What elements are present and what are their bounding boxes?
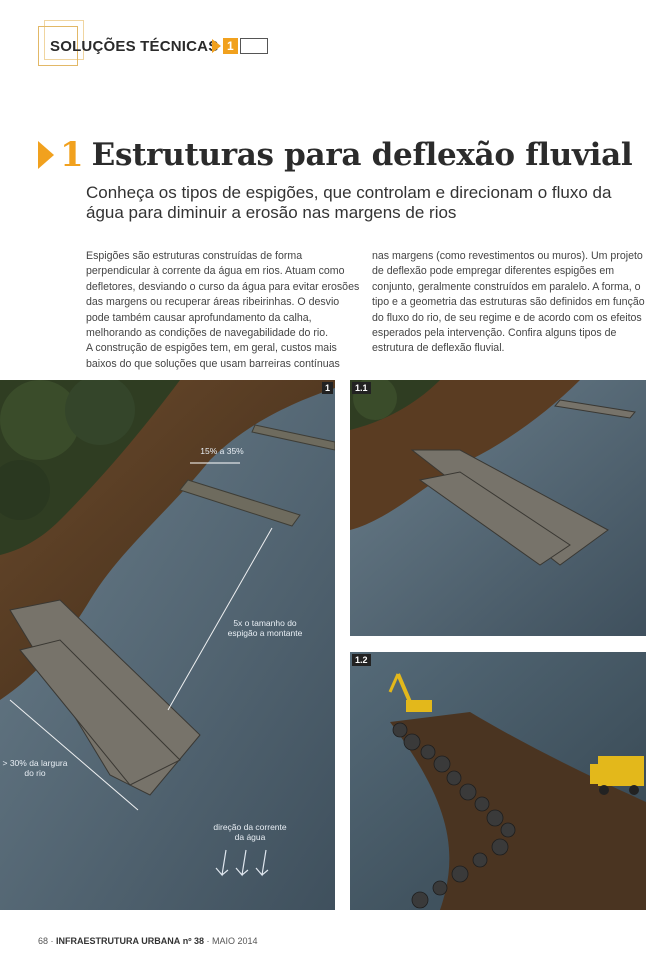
annotation-spacing: 5x o tamanho do espigão a montante xyxy=(227,618,303,638)
article-title xyxy=(38,135,632,175)
figure-main-illustration xyxy=(0,380,335,910)
figure-tag: 1 xyxy=(322,382,333,394)
issue-number: nº 38 xyxy=(182,936,205,946)
section-number: 1 xyxy=(223,38,238,54)
article-title-text: Estruturas para deflexão fluvial xyxy=(91,137,633,173)
page-number: 68 xyxy=(38,936,49,946)
article-subtitle: Conheça os tipos de espigões, que controlam e direcionam o fluxo da água para diminuir a erosão nas margens de rios xyxy=(86,183,612,222)
section-badge xyxy=(212,38,268,54)
figure-1-1-illustration xyxy=(350,380,646,636)
body-paragraph: Espigões são estruturas construídas de forma perpendicular à corrente da água em rios. Atuam como defletores, desviando o curso da água para evitar erosões das margens ou recuperar áreas ribeirinhas. O desvio pode também causar aprofundamento da calha, melhorando as condições de navegabilidade do rio. xyxy=(86,250,360,340)
annotation-angle: 15% a 35% xyxy=(200,446,244,456)
annotation-width: > 30% da largura do rio xyxy=(2,758,68,778)
play-arrow-icon xyxy=(212,39,221,53)
title-arrow-icon xyxy=(38,141,54,169)
figure-tag: 1.1 xyxy=(352,382,371,394)
body-paragraph: nas margens (como revestimentos ou muros). Um projeto de deflexão pode empregar diferentes espigões em conjunto, geralmente construídos em paralelo. A forma, o tipo e a geometria das estruturas são definidos em função do fluxo do rio, de seu regime e de acordo com os efeitos esperados pela intervenção. Confira alguns tipos de estrutura de deflexão fluvial. xyxy=(372,250,645,355)
figure-tag: 1.2 xyxy=(352,654,371,666)
issue-date: MAIO 2014 xyxy=(212,936,258,946)
figure-1-2-illustration xyxy=(350,652,646,910)
body-column-1 xyxy=(86,249,364,372)
body-column-2 xyxy=(372,249,650,357)
section-label: SOLUÇÕES TÉCNICAS xyxy=(50,38,219,55)
page-footer: 68 · INFRAESTRUTURA URBANA nº 38 · MAIO 2014 xyxy=(38,936,258,946)
section-box-icon xyxy=(240,38,268,54)
body-paragraph: A construção de espigões tem, em geral, custos mais baixos do que soluções que usam barreiras contínuas xyxy=(86,342,340,370)
article-number: 1 xyxy=(60,135,84,175)
annotation-flow: direção da corrente da água xyxy=(213,822,287,842)
publication-name: INFRAESTRUTURA URBANA xyxy=(56,936,181,946)
